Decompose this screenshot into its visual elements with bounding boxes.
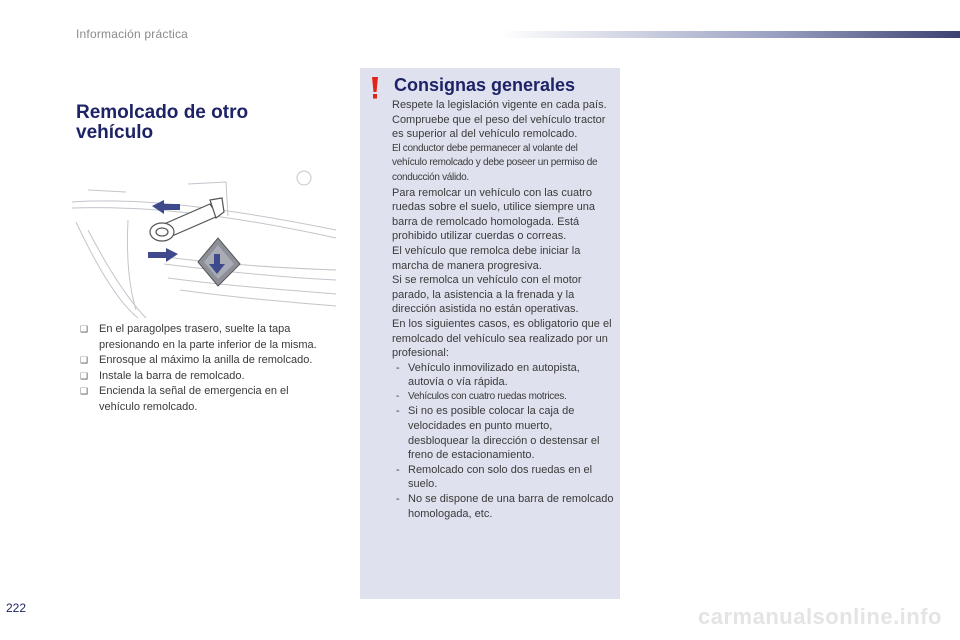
- section-title-line-1: Remolcado de otro: [76, 102, 249, 123]
- case-text: Remolcado con solo dos ruedas en el suelo.: [408, 463, 593, 491]
- checkbox-icon: ❑: [80, 355, 89, 366]
- panel-body: [392, 98, 614, 521]
- case-text: Vehículos con cuatro ruedas motrices.: [408, 390, 567, 402]
- watermark: carmanualsonline.info: [698, 604, 942, 629]
- guideline-engine-off: Si se remolca un vehículo con el motor parado, la asistencia a la frenada y la dirección asistida no están operativas.: [392, 274, 582, 316]
- header-gradient-bar: [500, 31, 960, 38]
- page-section-header: Información práctica: [76, 27, 189, 41]
- checkbox-icon: ❑: [80, 370, 89, 381]
- professional-case-item: - Remolcado con solo dos ruedas en el suelo.: [396, 463, 593, 491]
- instruction-step: [80, 369, 320, 385]
- instruction-steps: [80, 322, 320, 416]
- warning-exclamation-icon: [370, 77, 380, 99]
- instruction-step-text: Instale la barra de remolcado.: [99, 369, 245, 382]
- section-title-line-2: vehículo: [76, 122, 154, 143]
- guideline-legislation: Respete la legislación vigente en cada país.: [392, 99, 607, 111]
- guideline-driver: El conductor debe permanecer al volante del vehículo remolcado y debe poseer un permiso de conducción válido.: [392, 142, 598, 183]
- checkbox-icon: ❑: [80, 386, 89, 397]
- guideline-weight: Compruebe que el peso del vehículo tractor es superior al del vehículo remolcado.: [392, 113, 606, 141]
- guideline-professional: En los siguientes casos, es obligatorio que el remolcado del vehículo sea realizado por un profesional:: [392, 317, 612, 360]
- page-number: 222: [6, 601, 27, 615]
- case-text: Si no es posible colocar la caja de velocidades en punto muerto, desbloquear la dirección o destensar el freno de estacionamiento.: [408, 405, 600, 462]
- towing-eye-illustration: [68, 160, 340, 320]
- guideline-tow-bar: Para remolcar un vehículo con las cuatro ruedas sobre el suelo, utilice siempre una barra de remolcado homologada. Está prohibido utilizar cuerdas o correas.: [392, 186, 596, 243]
- instruction-step: [80, 384, 320, 415]
- case-text: No se dispone de una barra de remolcado homologada, etc.: [408, 493, 614, 520]
- case-text: Vehículo inmovilizado en autopista, autovía o vía rápida.: [408, 361, 580, 389]
- professional-cases-list: [392, 361, 614, 522]
- instruction-step-text: Enrosque al máximo la anilla de remolcado.: [99, 354, 313, 367]
- instruction-step: [80, 353, 320, 369]
- section-title: [76, 103, 316, 143]
- guideline-progressive-start: El vehículo que remolca debe iniciar la marcha de manera progresiva.: [392, 244, 581, 272]
- panel-title: Consignas generales: [394, 75, 576, 95]
- professional-case-item: - Vehículos con cuatro ruedas motrices.: [396, 390, 567, 402]
- general-guidelines-panel: [360, 68, 620, 599]
- checkbox-icon: ❑: [80, 324, 89, 334]
- instruction-step-text: En el paragolpes trasero, suelte la tapa presionando en la parte inferior de la misma.: [99, 323, 317, 351]
- professional-case-item: - Vehículo inmovilizado en autopista, autovía o vía rápida.: [396, 361, 580, 389]
- instruction-step: [80, 322, 320, 353]
- professional-case-item: - Si no es posible colocar la caja de velocidades en punto muerto, desbloquear la dirección o destensar el freno de estacionamiento.: [396, 405, 600, 462]
- instruction-step-text: Encienda la señal de emergencia en el vehículo remolcado.: [99, 385, 289, 413]
- professional-case-item: - No se dispone de una barra de remolcado homologada, etc.: [396, 493, 614, 520]
